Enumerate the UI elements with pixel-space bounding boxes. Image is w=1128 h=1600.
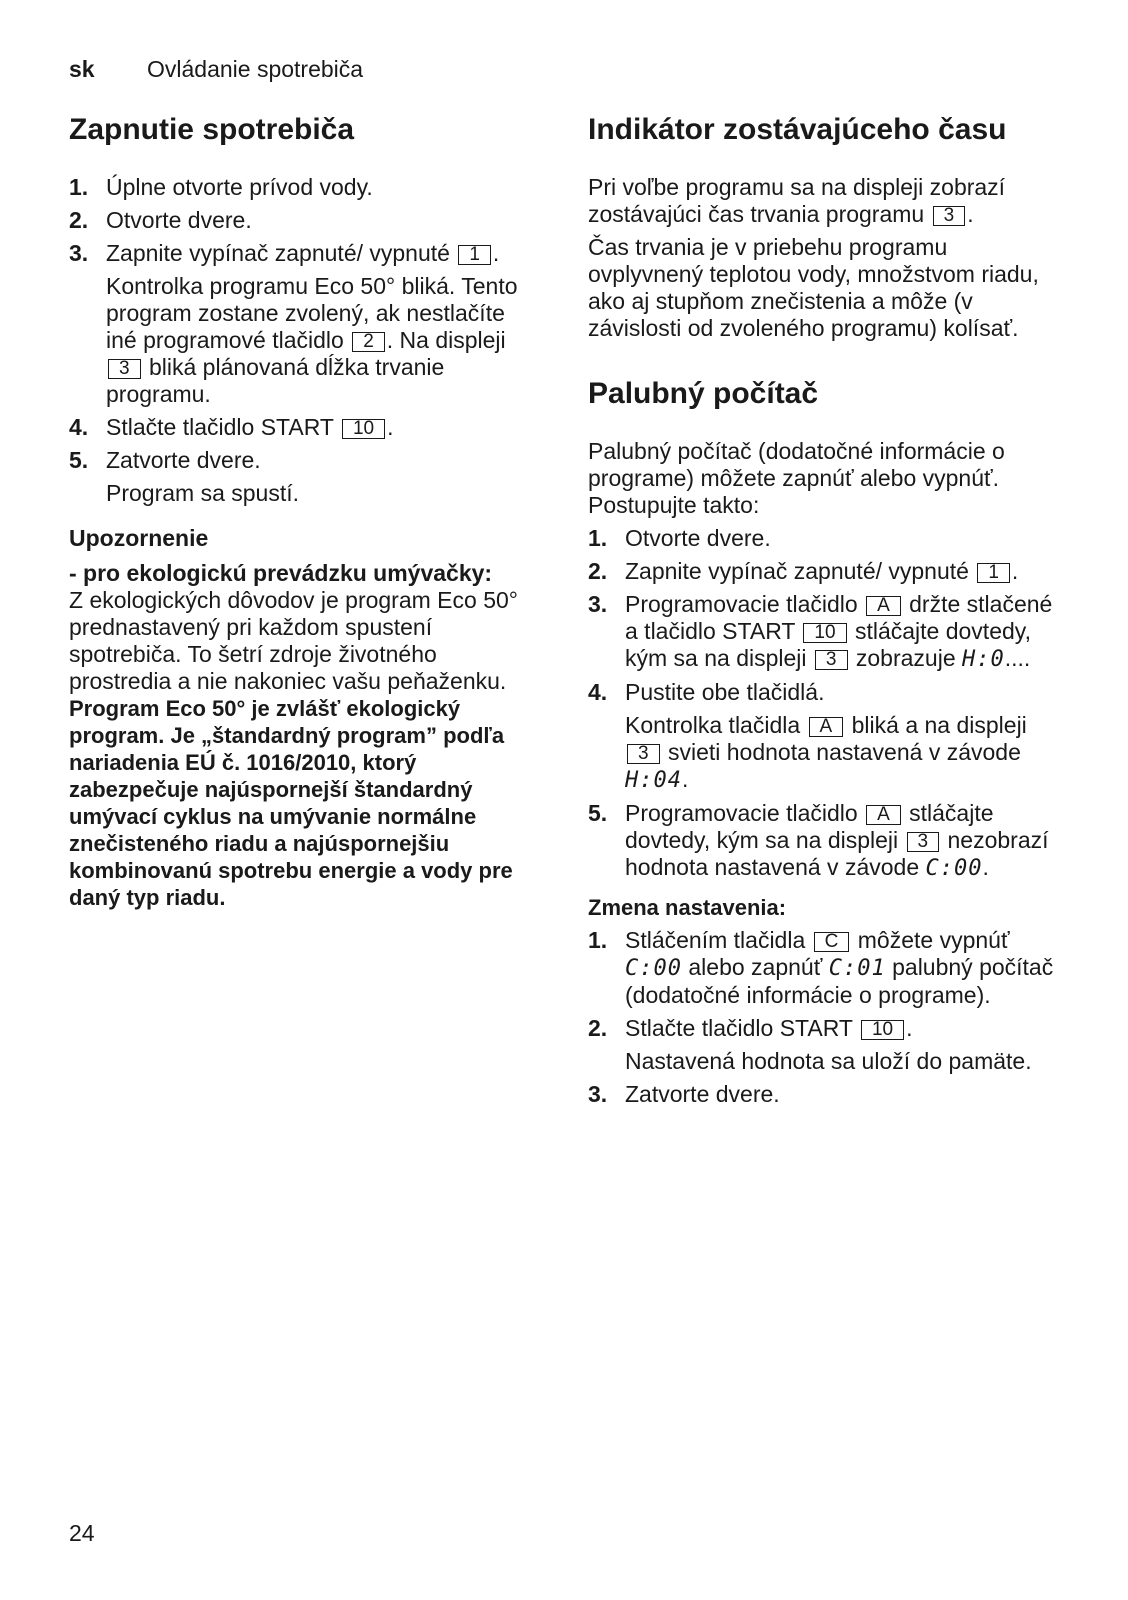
left-column [69, 112, 539, 911]
text: alebo zapnúť [688, 954, 823, 980]
text: Programovacie tlačidlo [625, 800, 858, 826]
step-number: 1. [588, 525, 608, 551]
list-item [588, 679, 1068, 706]
paragraph: Pri voľbe programu sa na displeji zobrazí zostávajúci čas trvania programu 3 . [588, 174, 1006, 227]
display-readout: C:01 [828, 956, 886, 981]
step-text: Úplne otvorte prívod vody. [106, 174, 373, 200]
list-item: 2. Stlačte tlačidlo START 10 . [588, 1015, 913, 1041]
key-ref: 3 [933, 206, 966, 226]
step-number: 4. [69, 414, 89, 440]
step-number: 5. [588, 800, 608, 826]
step-text: Otvorte dvere. [106, 207, 252, 233]
step-note: Nastavená hodnota sa uloží do pamäte. [625, 1048, 1032, 1074]
text: Stláčením tlačidla [625, 927, 806, 953]
list-item: 3. Programovacie tlačidlo A držte stlačené a tlačidlo START 10 stláčajte dovtedy, kým sa na displeji 3 zobrazuje H:0.... [588, 591, 1053, 672]
key-ref: C [814, 932, 850, 952]
list-item: 2. Zapnite vypínač zapnuté/ vypnuté 1 . [588, 558, 1019, 584]
list-item [69, 174, 539, 201]
section-title-onboard-computer: Palubný počítač [588, 377, 819, 410]
text: nezobrazí hodnota nastavená v závode [625, 827, 1049, 880]
step-number: 3. [588, 1081, 608, 1107]
key-ref: 2 [352, 332, 385, 352]
display-readout: C:00 [625, 956, 682, 981]
text: Kontrolka tlačidla [625, 712, 801, 738]
key-ref: 3 [907, 832, 940, 852]
note-bold-text: Program Eco 50° je zvlášť ekologický program. Je „štandardný program” podľa nariadenia EÚ č. 1016/2010, ktorý zabezpečuje najúspornejší štandardný umývací cyklus na umývanie normálne znečisteného riadu a najúspornejšiu kombinovanú spotrebu energie a vody pre daný typ riadu. [69, 696, 513, 910]
list-item [588, 927, 1068, 1009]
step-text: Pustite obe tlačidlá. [625, 679, 825, 705]
text: . Na displeji [386, 327, 506, 353]
list-item [69, 447, 539, 474]
step-note: Program sa spustí. [106, 480, 300, 506]
step-number: 3. [69, 240, 89, 266]
note-heading: Upozornenie [69, 525, 209, 551]
key-ref: A [866, 596, 901, 616]
step-text: Zapnite vypínač zapnuté/ vypnuté [106, 240, 450, 266]
step-number: 1. [69, 174, 89, 200]
text: zobrazuje [855, 645, 956, 671]
text: Programovacie tlačidlo [625, 591, 858, 617]
step-text: Stlačte tlačidlo START [625, 1015, 853, 1041]
step-number: 4. [588, 679, 608, 705]
text: Pri voľbe programu sa na displeji zobrazí zostávajúci čas trvania programu [588, 174, 1006, 227]
text: bliká a na displeji [851, 712, 1027, 738]
page-number: 24 [69, 1520, 95, 1546]
display-readout: C:00 [925, 856, 983, 881]
key-ref: A [809, 717, 844, 737]
key-ref: 3 [108, 359, 141, 379]
list-item [69, 207, 539, 234]
subsection-heading: Zmena nastavenia: [588, 895, 787, 920]
display-readout: H:04 [625, 768, 682, 793]
text: Kontrolka programu Eco 50° bliká. Tento program zostane zvolený, ak nestlačíte iné programové tlačidlo [106, 273, 518, 353]
key-ref: 1 [458, 245, 491, 265]
list-item [588, 525, 1068, 552]
page-header [69, 56, 363, 83]
step-number: 1. [588, 927, 608, 953]
list-item [588, 1081, 1068, 1108]
header-title: Ovládanie spotrebiča [147, 56, 364, 82]
key-ref: 1 [977, 563, 1010, 583]
step-number: 3. [588, 591, 608, 617]
step-text: Otvorte dvere. [625, 525, 771, 551]
text: palubný počítač (dodatočné informácie o programe). [625, 954, 1054, 1008]
text: môžete vypnúť [857, 927, 1010, 953]
paragraph: Čas trvania je v priebehu programu ovplyvnený teplotou vody, množstvom riadu, ako aj stupňom znečistenia a môže (v závislosti od zvoleného programu) kolísať. [588, 234, 1039, 341]
key-ref: 3 [627, 744, 660, 764]
step-note [69, 273, 539, 408]
key-ref: 10 [861, 1020, 904, 1040]
step-number: 5. [69, 447, 89, 473]
right-column [588, 112, 1068, 1114]
step-text: Zatvorte dvere. [625, 1081, 780, 1107]
text: stláčajte dovtedy, kým sa na displeji [625, 800, 994, 853]
text: svieti hodnota nastavená v závode [667, 739, 1021, 765]
list-item: 3. Zapnite vypínač zapnuté/ vypnuté 1 . [69, 240, 500, 266]
display-readout: H:0 [962, 647, 1005, 672]
step-number: 2. [588, 558, 608, 584]
key-ref: 3 [815, 650, 848, 670]
section-title-remaining-time: Indikátor zostávajúceho času [588, 113, 1007, 146]
note-subheading: - pro ekologickú prevádzku umývačky: [69, 560, 493, 586]
text: stláčajte dovtedy, kým sa na displeji [625, 618, 1031, 671]
language-code: sk [69, 56, 95, 82]
key-ref: A [866, 805, 901, 825]
paragraph: Palubný počítač (dodatočné informácie o programe) môžete zapnúť alebo vypnúť. Postupujte takto: [588, 438, 1005, 518]
step-text: Stlačte tlačidlo START [106, 414, 334, 440]
step-text: Zapnite vypínač zapnuté/ vypnuté [625, 558, 969, 584]
step-text: Zatvorte dvere. [106, 447, 261, 473]
text: bliká plánovaná dĺžka trvanie programu. [106, 354, 445, 407]
list-item: 5. Programovacie tlačidlo A stláčajte dovtedy, kým sa na displeji 3 nezobrazí hodnota nastavená v závode C:00. [588, 800, 1049, 881]
text: držte stlačené a tlačidlo START [625, 591, 1053, 644]
section-title-switch-on: Zapnutie spotrebiča [69, 113, 355, 146]
key-ref: 10 [342, 419, 385, 439]
key-ref: 10 [803, 623, 846, 643]
step-number: 2. [69, 207, 89, 233]
step-note: Kontrolka tlačidla A bliká a na displeji 3 svieti hodnota nastavená v závode H:04. [625, 712, 1027, 793]
step-number: 2. [588, 1015, 608, 1041]
note-text: Z ekologických dôvodov je program Eco 50° prednastavený pri každom spustení spotrebiča. To šetrí zdroje životného prostredia a nie nakoniec vašu peňaženku. [69, 587, 518, 694]
list-item: 4. Stlačte tlačidlo START 10 . [69, 414, 394, 440]
